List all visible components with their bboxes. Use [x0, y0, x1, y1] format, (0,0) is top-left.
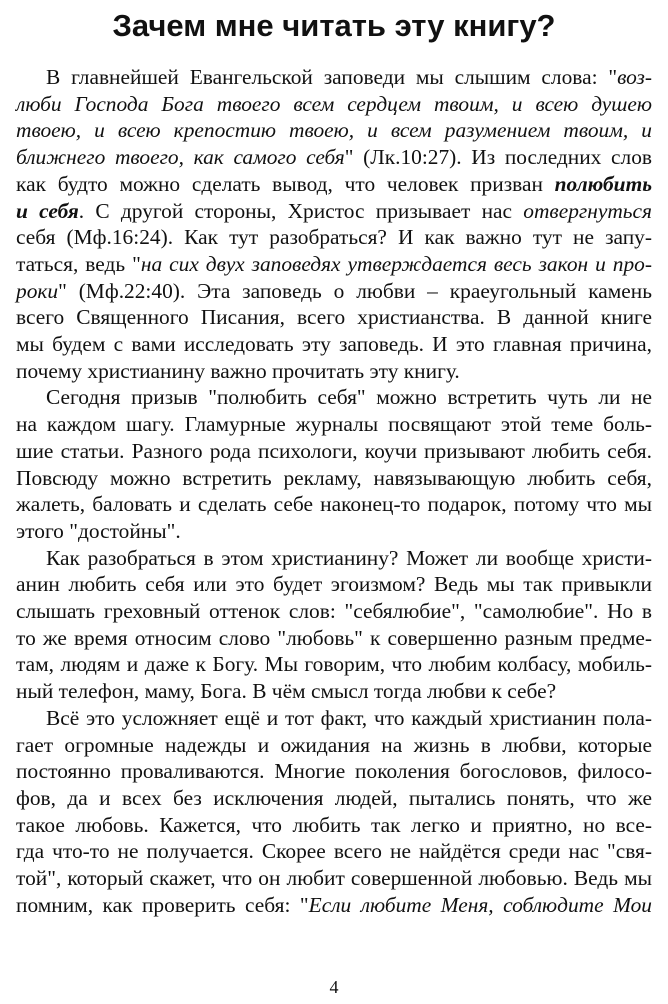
- text-segment: Всё это усложняет ещё и тот факт, что каждый христианин пола-: [46, 705, 652, 730]
- text-line: [16, 117, 652, 144]
- text-line: [16, 144, 652, 171]
- italic-text: Если любите Меня, соблюдите Мои: [308, 892, 652, 917]
- text-segment: там, людям и даже к Богу. Мы говорим, что любим колбасу, мобиль-: [16, 652, 652, 677]
- text-segment: мы будем с вами исследовать эту заповедь. И это главная причина,: [16, 332, 652, 357]
- text-segment: себя (Мф.16:24). Как тут разобраться? И как важно тут не запу-: [16, 225, 652, 250]
- text-segment: . С другой стороны, Христос призывает нас: [78, 198, 524, 223]
- italic-text: воз-: [617, 65, 652, 89]
- text-line: [16, 91, 652, 118]
- text-line: [16, 651, 652, 678]
- text-segment: постоянно проваливаются. Многие поколения богословов, филосо-: [16, 759, 652, 784]
- text-segment: как будто можно сделать вывод, что человек призван: [16, 171, 555, 196]
- text-segment: ный телефон, маму, Бога. В чём смысл тогда любви к себе?: [16, 679, 557, 704]
- text-line: [16, 465, 652, 492]
- text-line: [16, 598, 652, 625]
- text-line: [16, 865, 652, 892]
- paragraph: [16, 705, 652, 919]
- text-segment: слышать греховный оттенок слов: "себялюбие", "самолюбие". Но в: [16, 599, 652, 624]
- text-segment: анин любить себя или это будет эгоизмом? Ведь мы так привыкли: [16, 572, 652, 597]
- text-segment: всего Священного Писания, всего христианства. В данной книге: [16, 305, 652, 330]
- italic-text: на сих двух заповедях утверждается весь закон и про-: [140, 251, 652, 276]
- text-line: [16, 892, 652, 919]
- text-line: [16, 571, 652, 598]
- text-line: [16, 838, 652, 865]
- text-line: [16, 171, 652, 198]
- text-line: [16, 251, 652, 278]
- bold-italic-text: и себя: [16, 198, 79, 223]
- text-segment: той", который скажет, что он любит совершенной любовью. Ведь мы: [16, 866, 652, 891]
- italic-text: люби Господа Бога твоего всем сердцем твоим, и всею душею: [16, 91, 652, 116]
- italic-text: твоею, и всею крепостию твоею, и всем разумением твоим, и: [16, 118, 652, 143]
- italic-text: ближнего твоего, как самого себя: [16, 145, 345, 170]
- text-segment: жалеть, баловать и сделать себе наконец-то подарок, потому что мы: [16, 492, 652, 517]
- text-line: [16, 785, 652, 812]
- bold-italic-text: полюбить: [554, 171, 652, 196]
- text-line: [16, 545, 652, 572]
- text-segment: В главнейшей Евангельской заповеди мы слышим слова: ": [46, 65, 618, 89]
- text-segment: Сегодня призыв "полюбить себя" можно встретить чуть ли не: [46, 385, 652, 410]
- text-line: [16, 491, 652, 518]
- paragraph: [16, 384, 652, 544]
- text-segment: то же время относим слово "любовь" к совершенно разным предме-: [16, 625, 652, 650]
- text-segment: " (Мф.22:40). Эта заповедь о любви – краеугольный камень: [58, 278, 652, 303]
- text-segment: этого "достойны".: [16, 518, 181, 543]
- text-segment: таться, ведь ": [16, 251, 141, 276]
- text-line: [16, 411, 652, 438]
- text-line: [16, 732, 652, 759]
- text-segment: помним, как проверить себя: ": [16, 892, 309, 917]
- text-segment: Повсюду можно встретить рекламу, навязывающую любить себя,: [16, 465, 652, 490]
- body-text: [16, 64, 652, 919]
- italic-text: роки: [16, 278, 59, 303]
- chapter-title: Зачем мне читать эту книгу?: [112, 8, 556, 43]
- paragraph: [16, 64, 652, 384]
- text-segment: " (Лк.10:27). Из последних слов: [344, 145, 652, 170]
- text-segment: почему христианину важно прочитать эту книгу.: [16, 358, 460, 383]
- text-segment: Как разобраться в этом христианину? Может ли вообще христи-: [46, 545, 652, 570]
- text-segment: шие статьи. Разного рода психологи, коучи призывают любить себя.: [16, 438, 652, 463]
- text-line: [16, 812, 652, 839]
- text-line: [16, 278, 652, 305]
- text-segment: на каждом шагу. Гламурные журналы посвящают этой теме боль-: [16, 412, 652, 437]
- text-segment: фов, да и всех без исключения людей, пытались понять, что же: [16, 785, 652, 810]
- text-line: [16, 625, 652, 652]
- text-line: [16, 705, 652, 732]
- text-line: [16, 198, 652, 225]
- text-line: [16, 331, 652, 358]
- text-segment: такое любовь. Кажется, что любить так легко и приятно, но все-: [16, 812, 652, 837]
- paragraph: [16, 545, 652, 705]
- page-number: 4: [329, 977, 339, 997]
- italic-text: отвергнуться: [523, 198, 652, 223]
- text-segment: гает огромные надежды и ожидания на жизнь в любви, которые: [16, 732, 652, 757]
- text-line: [16, 224, 652, 251]
- text-line: [16, 64, 652, 91]
- text-line: [16, 758, 652, 785]
- text-line: [16, 304, 652, 331]
- text-line: [16, 384, 652, 411]
- text-line: [16, 358, 652, 385]
- text-line: [16, 678, 652, 705]
- text-line: [16, 518, 652, 545]
- text-segment: гда что-то не получается. Скорее всего не найдётся среди нас "свя-: [16, 839, 652, 864]
- text-line: [16, 438, 652, 465]
